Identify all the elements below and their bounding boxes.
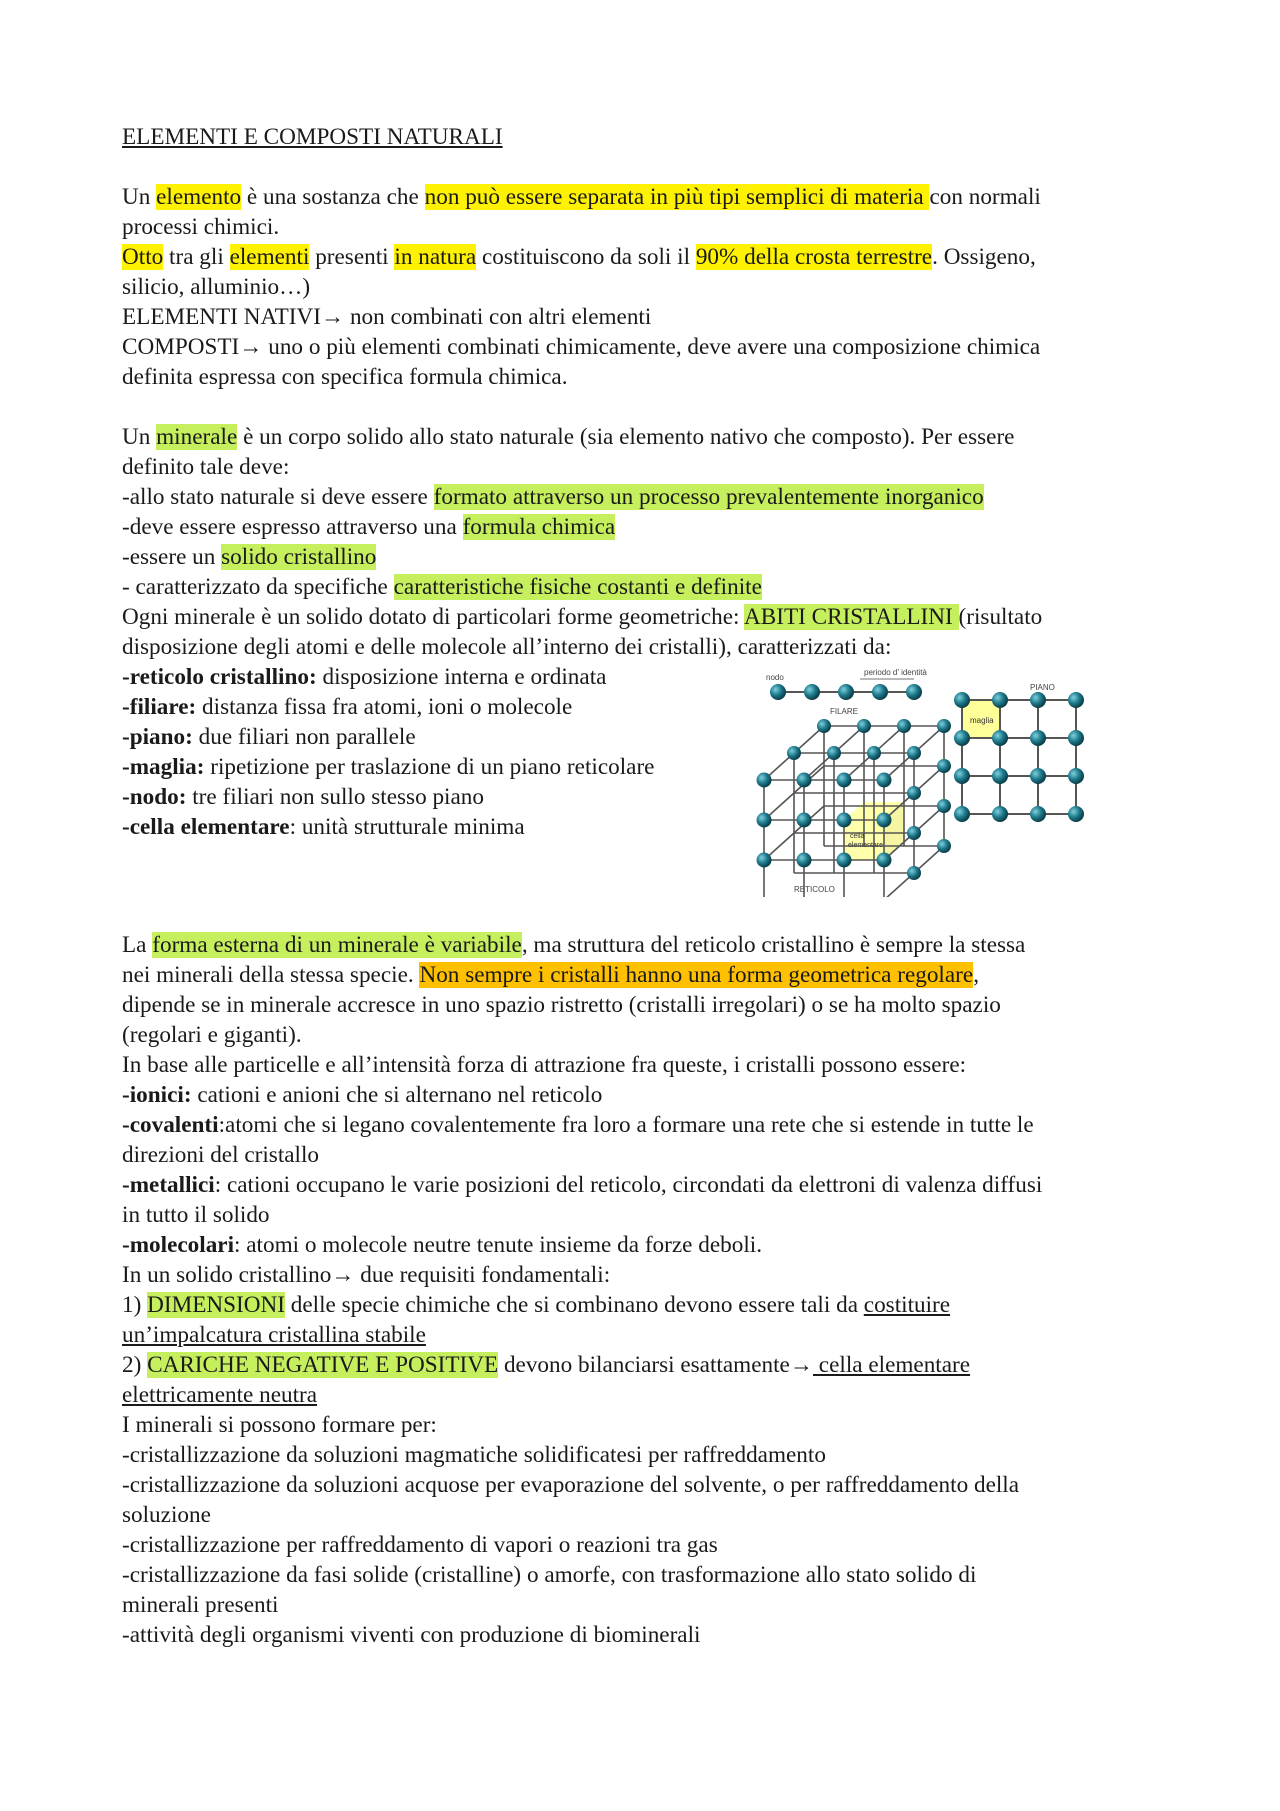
text-line bbox=[122, 242, 1172, 272]
text-line: ELEMENTI NATIVI→ non combinati con altri elementi bbox=[122, 304, 652, 330]
text-line bbox=[122, 542, 1172, 572]
text-run: delle specie chimiche che si combinano devono essere tali da bbox=[284, 1292, 864, 1318]
list-item bbox=[122, 1230, 1172, 1260]
definition: ripetizione per traslazione di un piano reticolare bbox=[204, 754, 655, 780]
highlight-yellow: elementi bbox=[229, 244, 310, 270]
text-line: definito tale deve: bbox=[122, 454, 290, 480]
atom-node bbox=[804, 684, 820, 700]
page-title: ELEMENTI E COMPOSTI NATURALI bbox=[122, 124, 503, 150]
highlight-green: ABITI CRISTALLINI bbox=[744, 604, 959, 630]
text-run: devono bilanciarsi esattamente→ bbox=[498, 1352, 813, 1378]
text-line: dipende se in minerale accresce in uno spazio ristretto (cristalli irregolari) o se ha molto spazio bbox=[122, 992, 1001, 1018]
text-line: definita espressa con specifica formula chimica. bbox=[122, 364, 568, 390]
text-line: I minerali si possono formare per: bbox=[122, 1412, 437, 1438]
atom-node bbox=[1030, 806, 1046, 822]
term: -piano: bbox=[122, 724, 193, 750]
text-line: -cristallizzazione da fasi solide (cristalline) o amorfe, con trasformazione allo stato solido di bbox=[122, 1562, 977, 1588]
list-item bbox=[122, 782, 742, 812]
crystal-lattice-figure bbox=[742, 662, 1142, 897]
text-line bbox=[122, 930, 1172, 960]
text-run: , bbox=[973, 962, 979, 988]
atom-node bbox=[1030, 692, 1046, 708]
highlight-green: caratteristiche fisiche costanti e definite bbox=[393, 574, 762, 600]
paragraph-minerale bbox=[122, 422, 1172, 662]
text-run: con normali bbox=[929, 184, 1041, 210]
text-line bbox=[122, 572, 1172, 602]
text-run: costituiscono da soli il bbox=[476, 244, 696, 270]
definition: distanza fissa fra atomi, ioni o molecole bbox=[196, 694, 573, 720]
list-item bbox=[122, 1110, 1172, 1140]
term: -filiare: bbox=[122, 694, 197, 720]
atom-node bbox=[954, 768, 970, 784]
atom-node bbox=[838, 684, 854, 700]
atom-node bbox=[992, 730, 1008, 746]
term: -reticolo cristallino: bbox=[122, 664, 317, 690]
atom-node bbox=[906, 684, 922, 700]
text-line: silicio, alluminio…) bbox=[122, 274, 311, 300]
text-run: (risultato bbox=[958, 604, 1043, 630]
text-line: -cristallizzazione da soluzioni acquose per evaporazione del solvente, o per raffreddamento della bbox=[122, 1472, 1020, 1498]
text-line bbox=[122, 602, 1172, 632]
text-line: minerali presenti bbox=[122, 1592, 279, 1618]
term: -nodo: bbox=[122, 784, 187, 810]
underlined-text: un’impalcatura cristallina stabile bbox=[122, 1322, 426, 1348]
label-periodo: periodo d’ identità bbox=[864, 668, 927, 677]
atom-node bbox=[954, 806, 970, 822]
definition: : unità strutturale minima bbox=[289, 814, 525, 840]
list-item bbox=[122, 812, 742, 842]
text-line: -attività degli organismi viventi con produzione di biominerali bbox=[122, 1622, 701, 1648]
reticolo-3d bbox=[757, 719, 952, 897]
term: -covalenti bbox=[122, 1112, 219, 1138]
highlight-green: minerale bbox=[156, 424, 238, 450]
text-run: -allo stato naturale si deve essere bbox=[122, 484, 434, 510]
list-item bbox=[122, 722, 742, 752]
label-filare: FILARE bbox=[830, 707, 859, 716]
highlight-green: forma esterna di un minerale è variabile bbox=[152, 932, 522, 958]
text-line bbox=[122, 482, 1172, 512]
definition: : atomi o molecole neutre tenute insieme da forze deboli. bbox=[234, 1232, 762, 1258]
piano-grid bbox=[954, 692, 1084, 822]
text-run: . Ossigeno, bbox=[932, 244, 1036, 270]
definition: due filiari non parallele bbox=[192, 724, 416, 750]
text-line: (regolari e giganti). bbox=[122, 1022, 302, 1048]
text-run: La bbox=[122, 932, 153, 958]
paragraph-forma bbox=[122, 930, 1172, 1650]
atom-node bbox=[992, 806, 1008, 822]
text-run: 1) bbox=[122, 1292, 148, 1318]
text-line bbox=[122, 512, 1172, 542]
definition: :atomi che si legano covalentemente fra loro a formare una rete che si estende in tutte le bbox=[218, 1112, 1034, 1138]
highlight-green: CARICHE NEGATIVE E POSITIVE bbox=[147, 1352, 499, 1378]
section-elementi bbox=[122, 122, 1172, 152]
highlight-yellow: in natura bbox=[394, 244, 477, 270]
text-line: direzioni del cristallo bbox=[122, 1142, 320, 1168]
underlined-text: cella elementare bbox=[813, 1352, 971, 1378]
underlined-text: costituire bbox=[863, 1292, 951, 1318]
highlight-yellow: non può essere separata in più tipi semplici di materia bbox=[424, 184, 930, 210]
text-run: Un bbox=[122, 184, 157, 210]
definition: tre filiari non sullo stesso piano bbox=[186, 784, 484, 810]
list-item bbox=[122, 662, 742, 692]
text-run: - caratterizzato da specifiche bbox=[122, 574, 394, 600]
atom-node bbox=[872, 684, 888, 700]
atom-node bbox=[954, 692, 970, 708]
text-line: In un solido cristallino→ due requisiti fondamentali: bbox=[122, 1262, 611, 1288]
text-line: processi chimici. bbox=[122, 214, 280, 240]
highlight-yellow: elemento bbox=[156, 184, 242, 210]
text-run: -deve essere espresso attraverso una bbox=[122, 514, 463, 540]
text-run: Ogni minerale è un solido dotato di particolari forme geometriche: bbox=[122, 604, 745, 630]
atom-node bbox=[954, 730, 970, 746]
atom-node bbox=[1068, 692, 1084, 708]
text-run: tra gli bbox=[163, 244, 230, 270]
term: -ionici: bbox=[122, 1082, 192, 1108]
text-line: disposizione degli atomi e delle molecole all’interno dei cristalli), caratterizzati da: bbox=[122, 634, 892, 660]
atom-node bbox=[770, 684, 786, 700]
atom-node bbox=[992, 768, 1008, 784]
text-run: Un bbox=[122, 424, 157, 450]
highlight-green: formula chimica bbox=[462, 514, 616, 540]
text-line: COMPOSTI→ uno o più elementi combinati chimicamente, deve avere una composizione chimica bbox=[122, 334, 1041, 360]
label-elementare: elementare bbox=[848, 842, 884, 849]
underlined-text: elettricamente neutra bbox=[122, 1382, 318, 1408]
label-piano: PIANO bbox=[1030, 683, 1055, 692]
text-line: soluzione bbox=[122, 1502, 211, 1528]
text-run: è una sostanza che bbox=[241, 184, 425, 210]
text-line bbox=[122, 1290, 1172, 1320]
list-item bbox=[122, 692, 742, 722]
list-item bbox=[122, 1170, 1172, 1200]
atom-node bbox=[1068, 806, 1084, 822]
highlight-yellow: Otto bbox=[122, 244, 164, 270]
list-item bbox=[122, 752, 742, 782]
highlight-yellow: 90% della crosta terrestre bbox=[695, 244, 933, 270]
label-reticolo: RETICOLO bbox=[794, 885, 835, 894]
term: -maglia: bbox=[122, 754, 205, 780]
text-run: 2) bbox=[122, 1352, 148, 1378]
filare-row bbox=[770, 684, 922, 700]
text-line: In base alle particelle e all’intensità forza di attrazione fra queste, i cristalli possono essere: bbox=[122, 1052, 967, 1078]
lattice-definitions-list bbox=[122, 662, 742, 842]
label-nodo: nodo bbox=[766, 673, 784, 682]
label-cella: cella bbox=[850, 833, 865, 840]
text-line: -cristallizzazione per raffreddamento di vapori o reazioni tra gas bbox=[122, 1532, 718, 1558]
definition: disposizione interna e ordinata bbox=[316, 664, 607, 690]
highlight-green: DIMENSIONI bbox=[147, 1292, 285, 1318]
text-line bbox=[122, 422, 1172, 452]
text-run: presenti bbox=[309, 244, 395, 270]
atom-node bbox=[1030, 730, 1046, 746]
highlight-green: formato attraverso un processo prevalentemente inorganico bbox=[433, 484, 984, 510]
term: -molecolari bbox=[122, 1232, 235, 1258]
paragraph-elementi bbox=[122, 182, 1172, 392]
text-line: in tutto il solido bbox=[122, 1202, 270, 1228]
text-line bbox=[122, 1350, 1172, 1380]
text-run: è un corpo solido allo stato naturale (sia elemento nativo che composto). Per essere bbox=[237, 424, 1015, 450]
atom-node bbox=[1068, 730, 1084, 746]
text-line bbox=[122, 182, 1172, 212]
term: -metallici bbox=[122, 1172, 215, 1198]
highlight-orange: Non sempre i cristalli hanno una forma geometrica regolare bbox=[419, 962, 974, 988]
definition: : cationi occupano le varie posizioni del reticolo, circondati da elettroni di valenza diffusi bbox=[214, 1172, 1043, 1198]
highlight-green: solido cristallino bbox=[221, 544, 377, 570]
text-run: , ma struttura del reticolo cristallino è sempre la stessa bbox=[521, 932, 1026, 958]
list-item bbox=[122, 1080, 1172, 1110]
atom-node bbox=[992, 692, 1008, 708]
label-maglia: maglia bbox=[970, 716, 994, 725]
definition: cationi e anioni che si alternano nel reticolo bbox=[191, 1082, 603, 1108]
text-run: nei minerali della stessa specie. bbox=[122, 962, 420, 988]
term: -cella elementare bbox=[122, 814, 290, 840]
text-line: -cristallizzazione da soluzioni magmatiche solidificatesi per raffreddamento bbox=[122, 1442, 826, 1468]
text-run: -essere un bbox=[122, 544, 222, 570]
atom-node bbox=[1068, 768, 1084, 784]
atom-node bbox=[1030, 768, 1046, 784]
text-line bbox=[122, 960, 1172, 990]
